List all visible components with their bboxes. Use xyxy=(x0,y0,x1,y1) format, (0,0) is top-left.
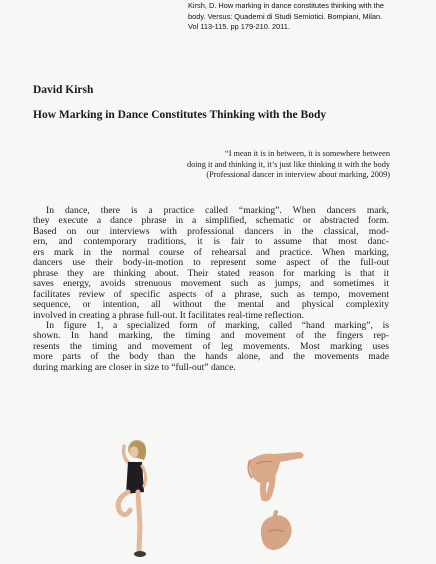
paragraph-line: phrase they are thinking about. Their stated reason for marking is that it xyxy=(33,267,389,279)
paragraph-line: resents the timing and movement of leg movements. Most marking uses xyxy=(33,340,389,352)
epigraph-line: “I mean it is in between, it is somewhere between xyxy=(225,149,390,158)
paragraph-line: more parts of the body than the hands alone, and the movements made xyxy=(33,351,389,363)
paragraph-line: saves energy, avoids strenuous movement such as jumps, and sometimes it xyxy=(33,278,389,290)
paper-title: How Marking in Dance Constitutes Thinking with the Body xyxy=(33,109,327,121)
dancer-figure xyxy=(104,440,164,564)
paragraph-line: In figure 1, a specialized form of marking, called “hand marking”, is xyxy=(46,319,389,331)
epigraph-line: doing it and thinking it, it’s just like thinking it with the body xyxy=(186,159,390,169)
paragraph-line: facilitates review of specific aspects of a phrase, such as tempo, movement xyxy=(33,288,389,300)
hand-marking-figure xyxy=(244,446,308,506)
paragraph-line: ers mark in the normal course of rehearsal and practice. When marking, xyxy=(33,246,389,258)
paragraph-line: they execute a dance phrase in a simplified, schematic or abstracted form. xyxy=(33,215,389,227)
paragraph-line: sequence, or intention, all without the mental and physical complexity xyxy=(33,299,389,311)
paragraph-line: In dance, there is a practice called “marking”. When dancers mark, xyxy=(46,205,389,216)
paragraph-line: during marking are closer in size to “full-out” dance. xyxy=(33,361,236,373)
paragraph-line: involved in creating a phrase full-out. It facilitates real-time reflection. xyxy=(33,309,304,321)
citation-line: Kirsh, D. How marking in dance constitutes thinking with the xyxy=(188,1,384,10)
fist-hand-figure xyxy=(254,510,298,554)
citation-block xyxy=(188,1,436,33)
author-name: David Kirsh xyxy=(33,84,94,96)
paragraph-line: dancers use their body-in-motion to represent some aspect of the full-out xyxy=(33,257,389,269)
citation-line: Vol 113-115. pp 179-210. 2011. xyxy=(188,22,290,31)
epigraph xyxy=(60,149,390,181)
citation-line: body. Versus: Quaderni di Studi Semiotici. Bompiani, Milan. xyxy=(188,11,383,21)
epigraph-line: (Professional dancer in interview about marking, 2009) xyxy=(206,170,390,179)
paragraph-line: Based on our interviews with professional dancers in the classical, mod- xyxy=(33,225,389,237)
paragraph-line: ern, and contemporary traditions, it is fair to assume that most danc- xyxy=(33,236,389,248)
body-text xyxy=(33,206,389,373)
paragraph-line: shown. In hand marking, the timing and movement of the fingers rep- xyxy=(33,330,389,342)
